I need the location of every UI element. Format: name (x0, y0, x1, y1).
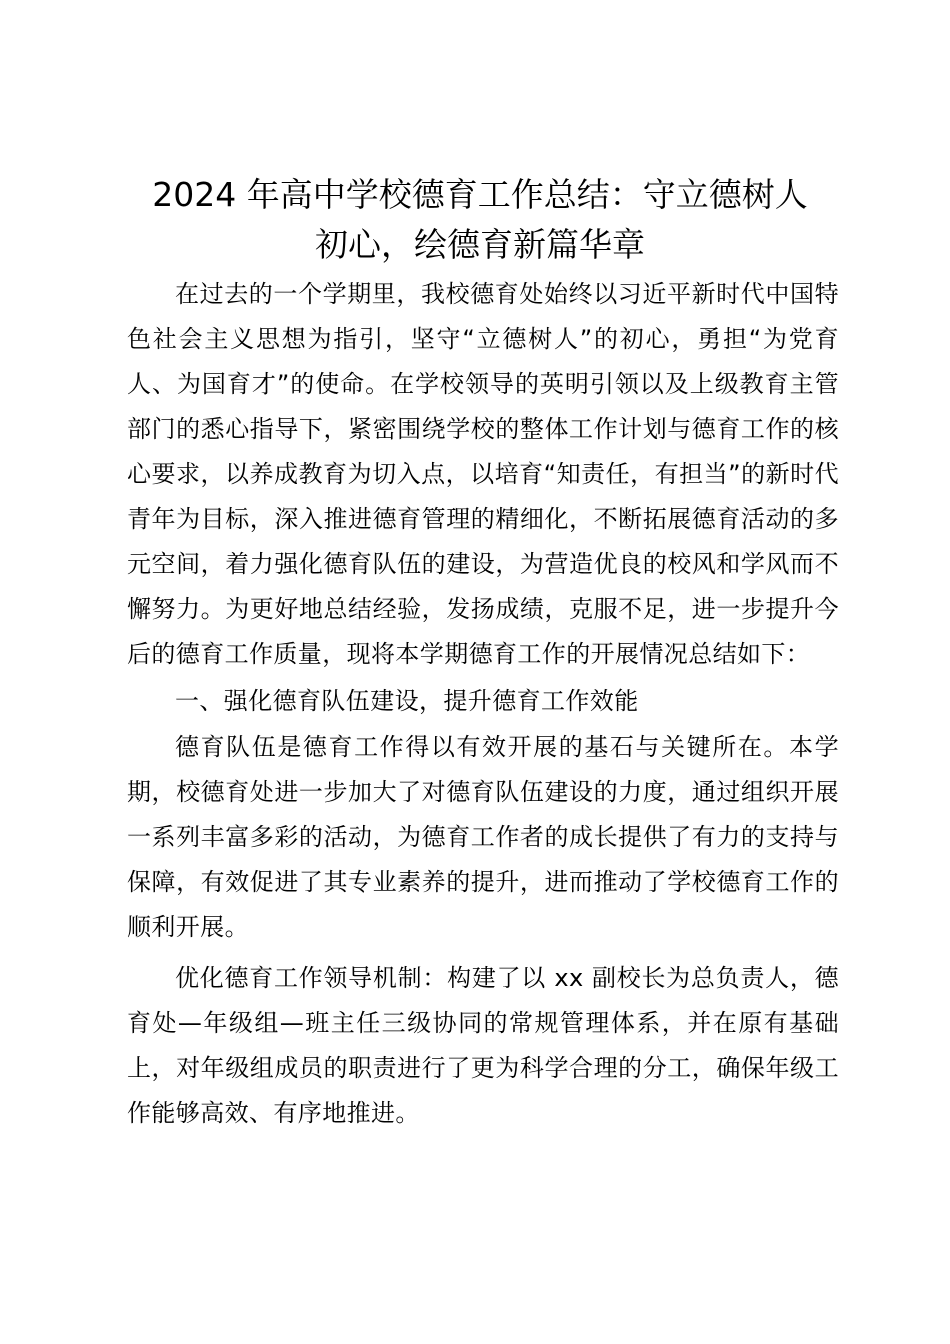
title-line-1: 2024 年高中学校德育工作总结：守立德树人 (152, 175, 808, 214)
title-line-2: 初心，绘德育新篇华章 (315, 225, 645, 264)
intro-paragraph: 在过去的一个学期里，我校德育处始终以习近平新时代中国特色社会主义思想为指引，坚守“立德树人”的初心，勇担“为党育人、为国育才”的使命。在学校领导的英明引领以及上级教育主管部门的悉心指导下，紧密围绕学校的整体工作计划与德育工作的核心要求，以养成教育为切入点，以培育“知责任，有担当”的新时代青年为目标，深入推进德育管理的精细化，不断拓展德育活动的多元空间，着力强化德育队伍的建设，为营造优良的校风和学风而不懈努力。为更好地总结经验，发扬成绩，克服不足，进一步提升今后的德育工作质量，现将本学期德育工作的开展情况总结如下： (127, 280, 839, 668)
document-title (100, 170, 860, 270)
body-paragraph: 优化德育工作领导机制：构建了以 xx 副校长为总负责人，德育处—年级组—班主任三级协同的常规管理体系，并在原有基础上，对年级组成员的职责进行了更为科学合理的分工，确保年级工作能够高效、有序地推进。 (127, 964, 839, 1127)
section-heading-1: 一、强化德育队伍建设，提升德育工作效能 (175, 687, 639, 715)
body-paragraph: 德育队伍是德育工作得以有效开展的基石与关键所在。本学期，校德育处进一步加大了对德育队伍建设的力度，通过组织开展一系列丰富多彩的活动，为德育工作者的成长提供了有力的支持与保障，有效促进了其专业素养的提升，进而推动了学校德育工作的顺利开展。 (127, 733, 839, 941)
document-body (127, 272, 839, 1136)
